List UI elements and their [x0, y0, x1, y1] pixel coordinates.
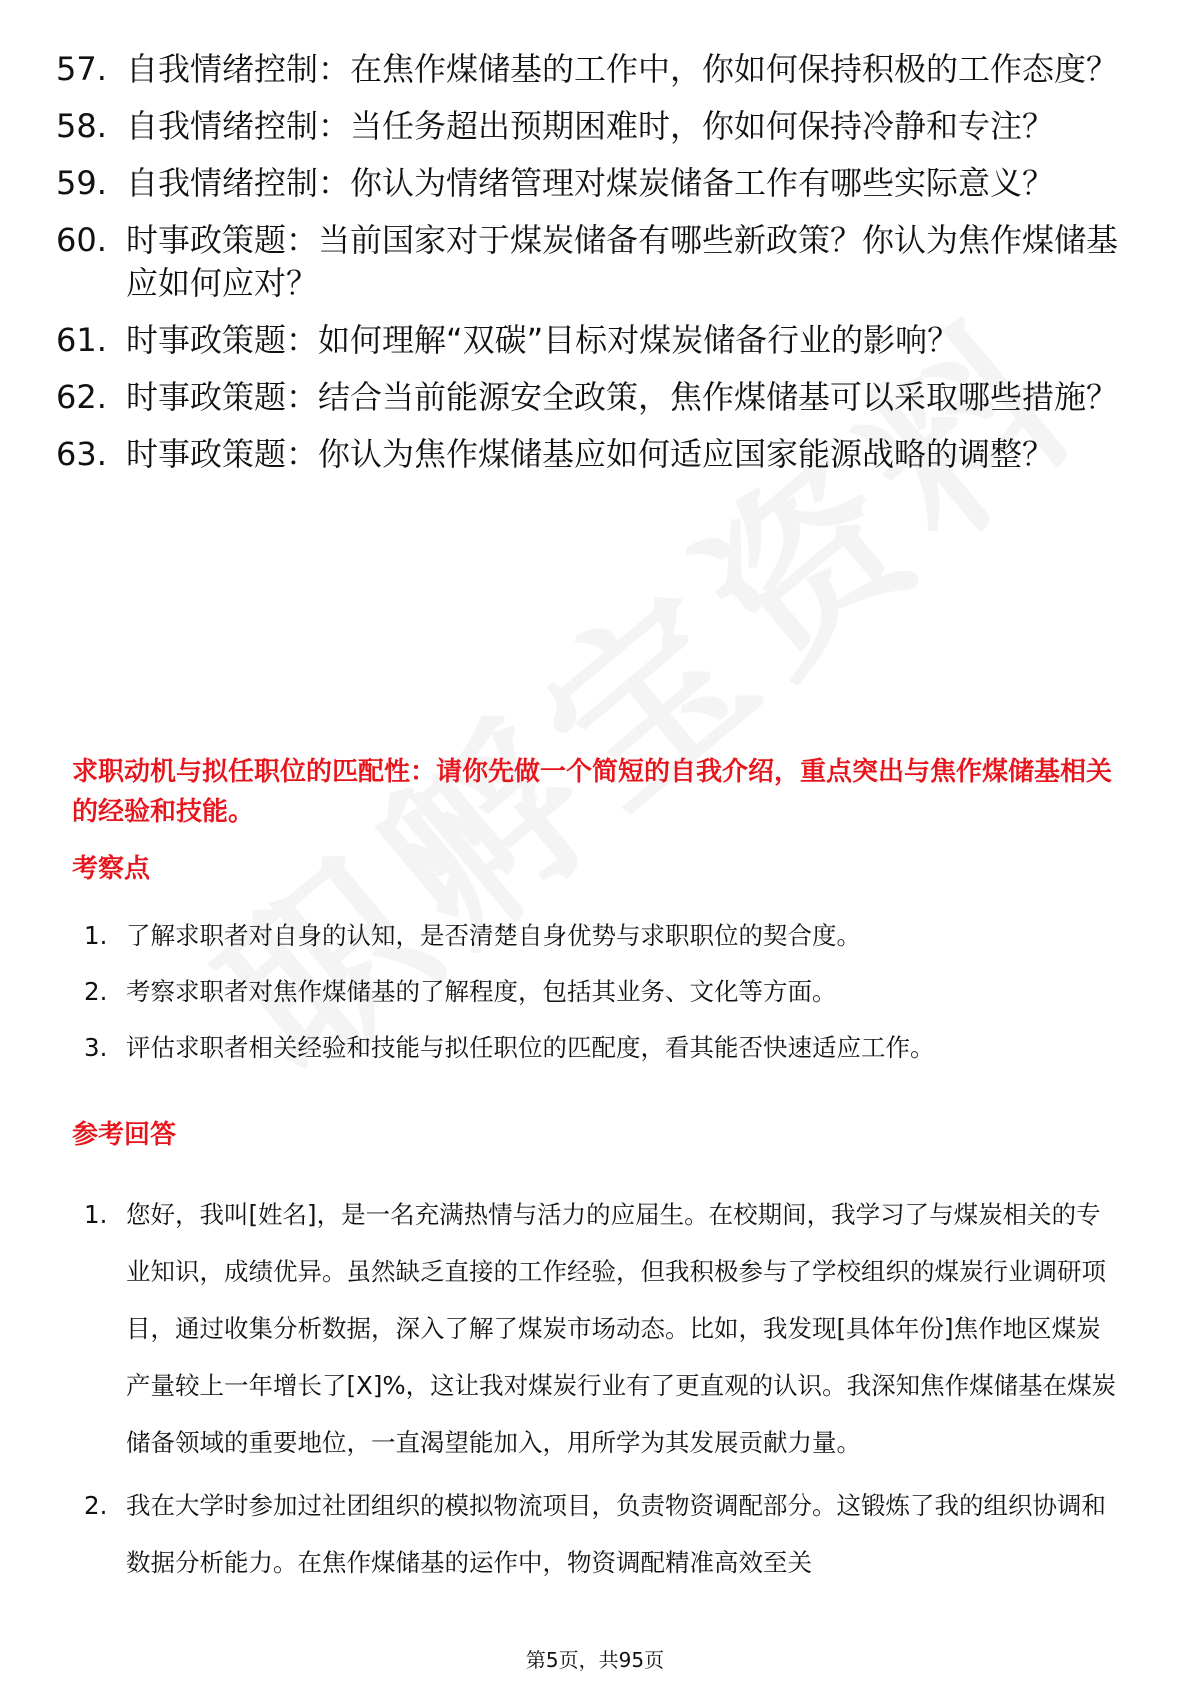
list-item: [56, 162, 1136, 205]
question-number: 62.: [56, 378, 107, 416]
question-number: 57.: [56, 50, 107, 88]
question-text: 时事政策题：当前国家对于煤炭储备有哪些新政策？你认为焦作煤储基应如何应对？: [126, 221, 1119, 302]
assessment-points-list: [84, 918, 1124, 1086]
point-text: 评估求职者相关经验和技能与拟任职位的匹配度，看其能否快速适应工作。: [126, 1033, 935, 1062]
answer-text: 您好，我叫[姓名]，是一名充满热情与活力的应届生。在校期间，我学习了与煤炭相关的专业知识，成绩优异。虽然缺乏直接的工作经验，但我积极参与了学校组织的煤炭行业调研项目，通过收集分析数据，深入了解了煤炭市场动态。比如，我发现[具体年份]焦作地区煤炭产量较上一年增长了[X]%，这让我对煤炭行业有了更直观的认识。我深知焦作煤储基在煤炭储备领域的重要地位，一直渴望能加入，用所学为其发展贡献力量。: [126, 1200, 1117, 1457]
point-number: 2.: [84, 977, 108, 1006]
question-text: 时事政策题：如何理解“双碳”目标对煤炭储备行业的影响？: [126, 321, 960, 359]
list-item: [56, 48, 1136, 91]
question-number: 59.: [56, 164, 107, 202]
question-text: 时事政策题：你认为焦作煤储基应如何适应国家能源战略的调整？: [126, 435, 1055, 473]
assessment-points-heading: 考察点: [72, 854, 151, 884]
question-text: 时事政策题：结合当前能源安全政策，焦作煤储基可以采取哪些措施？: [126, 378, 1119, 416]
list-item: [84, 1477, 1124, 1591]
list-item: [56, 319, 1136, 362]
list-item: [56, 376, 1136, 419]
reference-answer-list: [84, 1186, 1124, 1597]
list-item: [56, 219, 1136, 305]
list-item: [84, 1030, 1124, 1066]
question-number: 60.: [56, 221, 107, 259]
list-item: [56, 433, 1136, 476]
section-heading: 求职动机与拟任职位的匹配性：请你先做一个简短的自我介绍，重点突出与焦作煤储基相关的经验和技能。: [72, 757, 1113, 827]
list-item: [84, 974, 1124, 1010]
answer-number: 1.: [84, 1200, 108, 1229]
question-number: 58.: [56, 107, 107, 145]
list-item: [84, 918, 1124, 954]
page-footer: 第5页，共95页: [525, 1648, 665, 1672]
point-text: 了解求职者对自身的认知，是否清楚自身优势与求职职位的契合度。: [126, 921, 861, 950]
question-number: 61.: [56, 321, 107, 359]
question-text: 自我情绪控制：在焦作煤储基的工作中，你如何保持积极的工作态度？: [126, 50, 1119, 88]
answer-text: 我在大学时参加过社团组织的模拟物流项目，负责物资调配部分。这锻炼了我的组织协调和数据分析能力。在焦作煤储基的运作中，物资调配精准高效至关: [126, 1491, 1106, 1577]
question-list: [56, 48, 1136, 490]
question-number: 63.: [56, 435, 107, 473]
point-number: 1.: [84, 921, 108, 950]
question-text: 自我情绪控制：你认为情绪管理对煤炭储备工作有哪些实际意义？: [126, 164, 1055, 202]
reference-answer-heading: 参考回答: [72, 1120, 177, 1150]
question-text: 自我情绪控制：当任务超出预期困难时，你如何保持冷静和专注？: [126, 107, 1055, 145]
point-number: 3.: [84, 1033, 108, 1062]
answer-number: 2.: [84, 1491, 108, 1520]
list-item: [84, 1186, 1124, 1471]
point-text: 考察求职者对焦作煤储基的了解程度，包括其业务、文化等方面。: [126, 977, 837, 1006]
list-item: [56, 105, 1136, 148]
